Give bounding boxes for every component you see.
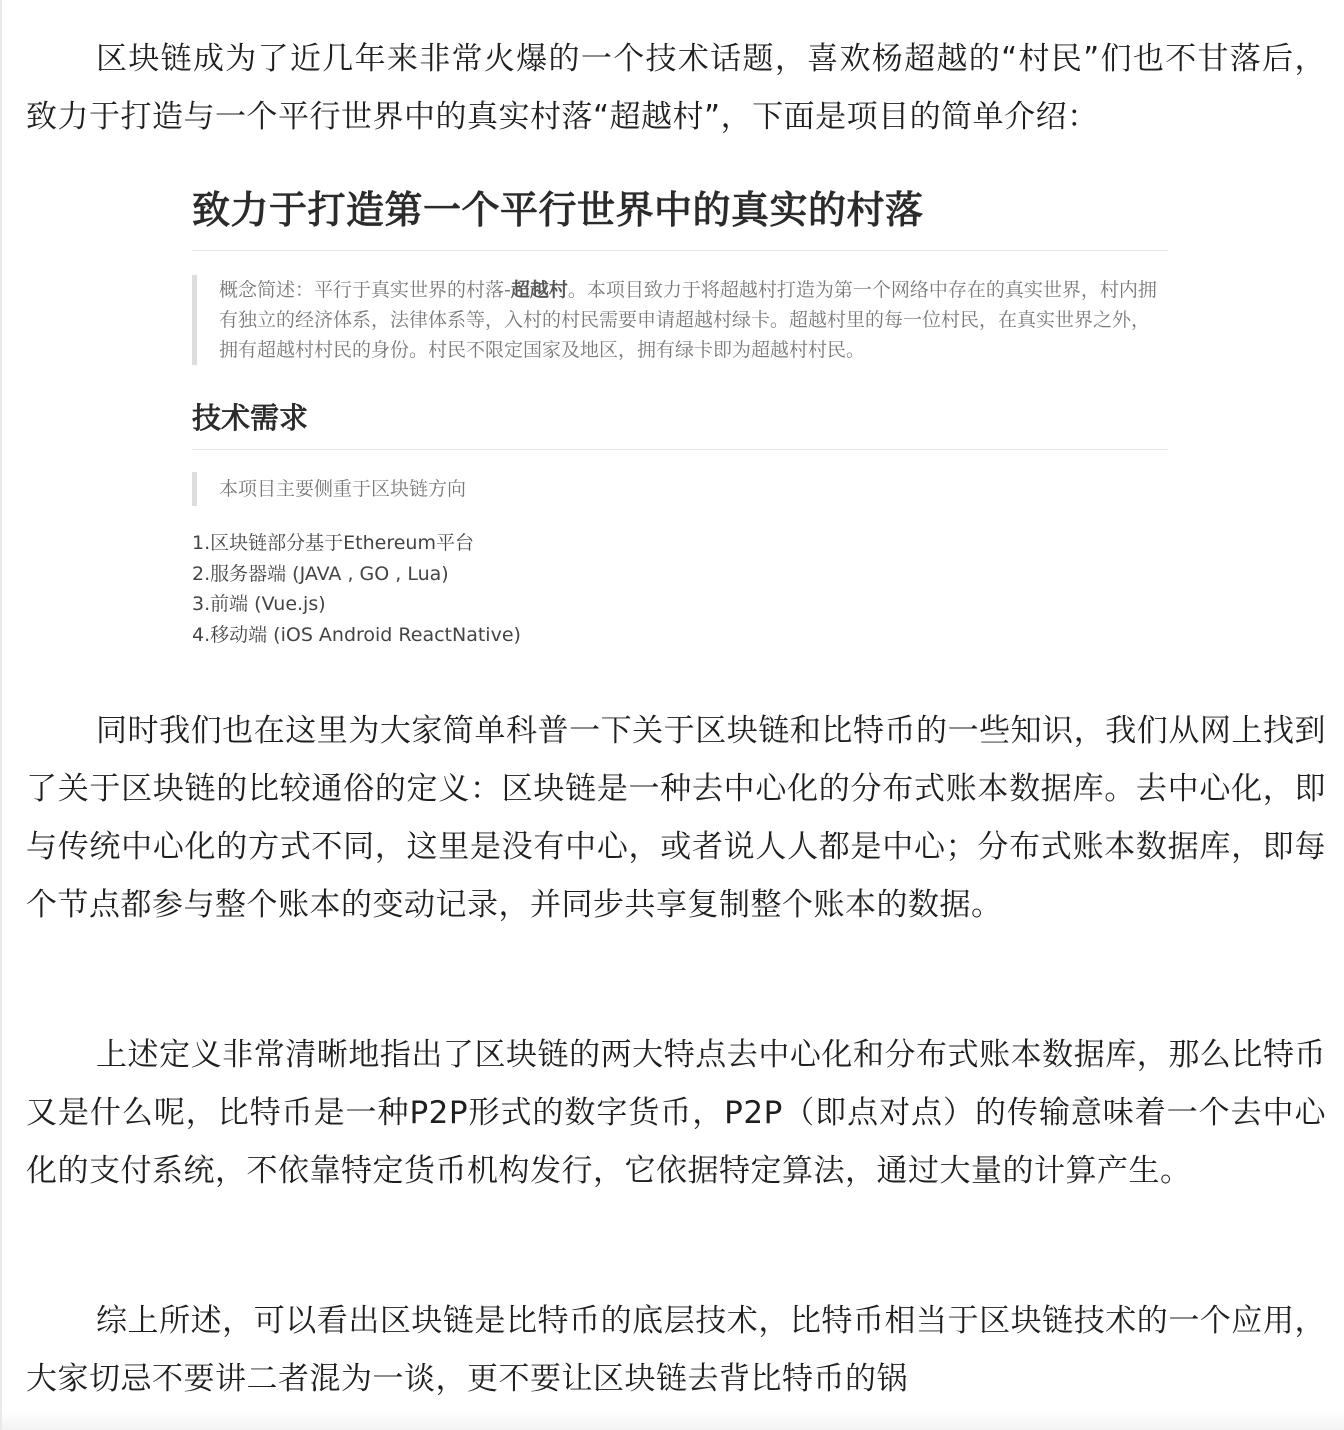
intro-paragraph: 区块链成为了近几年来非常火爆的一个技术话题，喜欢杨超越的“村民”们也不甘落后，致力于打造与一个平行世界中的真实村落“超越村”，下面是项目的简单介绍：	[26, 41, 1326, 135]
science-paragraph: 同时我们也在这里为大家简单科普一下关于区块链和比特币的一些知识，我们从网上找到了关于区块链的比较通俗的定义：区块链是一种去中心化的分布式账本数据库。去中心化，即与传统中心化的方式不同，这里是没有中心，或者说人人都是中心；分布式账本数据库，即每个节点都参与整个账本的变动记录，并同步共享复制整个账本的数据。	[26, 713, 1326, 923]
bottom-fade	[2, 1412, 1344, 1430]
tech-heading: 技术需求	[192, 395, 1168, 450]
concept-quote	[192, 275, 1168, 365]
summary-paragraph: 综上所述，可以看出区块链是比特币的底层技术，比特币相当于区块链技术的一个应用，大家切忌不要讲二者混为一谈，更不要让区块链去背比特币的锅	[26, 1303, 1326, 1397]
requirement-item: 4.移动端 (iOS Android ReactNative)	[192, 623, 521, 646]
concept-rest: 。本项目致力于将超越村打造为第一个网络中存在的真实世界，村内拥有独立的经济体系，法律体系等，入村的村民需要申请超越村绿卡。超越村里的每一位村民，在真实世界之外，拥有超越村村民的身份。村民不限定国家及地区，拥有绿卡即为超越村村民。	[219, 279, 1157, 361]
requirement-item: 3.前端 (Vue.js)	[192, 593, 326, 615]
project-intro-screenshot	[192, 180, 1168, 660]
tech-quote: 本项目主要侧重于区块链方向	[192, 472, 1168, 506]
concept-prefix: 概念简述：平行于真实世界的村落-	[219, 279, 511, 301]
project-title: 致力于打造第一个平行世界中的真实的村落	[192, 180, 1168, 251]
definition-paragraph: 上述定义非常清晰地指出了区块链的两大特点去中心化和分布式账本数据库，那么比特币又是什么呢，比特币是一种P2P形式的数字货币，P2P（即点对点）的传输意味着一个去中心化的支付系统，不依靠特定货币机构发行，它依据特定算法，通过大量的计算产生。	[26, 1037, 1326, 1189]
requirement-item: 1.区块链部分基于Ethereum平台	[192, 532, 474, 554]
requirement-item: 2.服务器端 (JAVA , GO , Lua)	[192, 562, 449, 585]
concept-bold: 超越村	[510, 279, 568, 301]
requirements-list	[192, 528, 1168, 650]
